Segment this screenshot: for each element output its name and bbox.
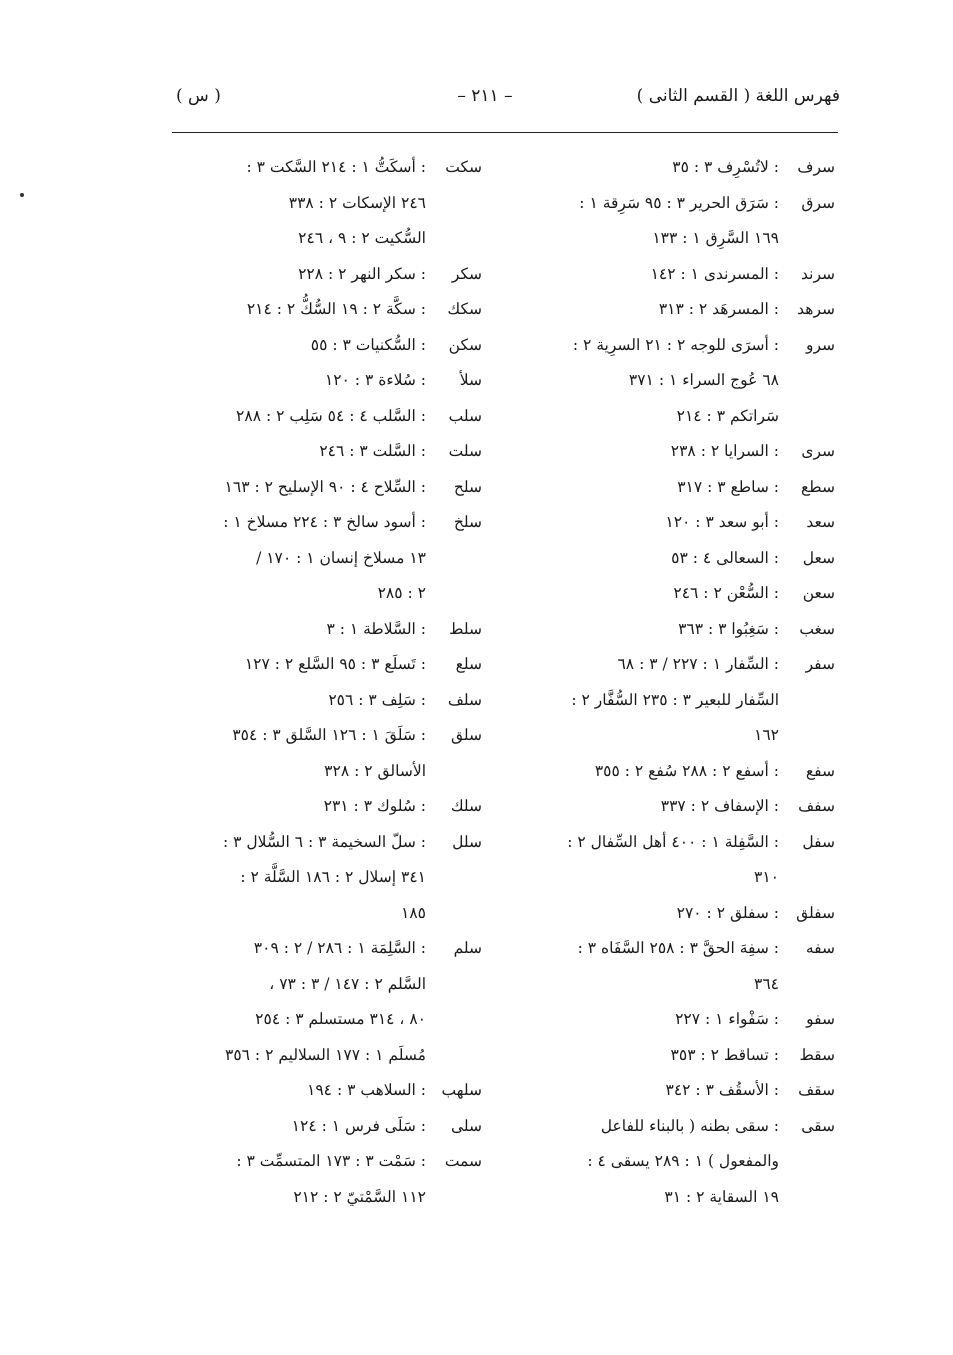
index-column-left: [182, 150, 482, 1215]
entry-text: مُسلَم ١ : ١٧٧ السلاليم ٢ : ٣٥٦: [225, 1045, 426, 1064]
entry-text: : السُّعْن ٢ : ٢٤٦: [673, 584, 779, 602]
entry-text: السُّكيت ٢ : ٩ ، ٢٤٦: [298, 229, 426, 247]
entry-text: ٢٤٦ الإسكات ٢ : ٣٣٨: [288, 193, 426, 212]
index-entry-continuation: [182, 1038, 482, 1074]
entry-root: سكت: [445, 158, 482, 176]
index-entry-continuation: [182, 860, 482, 896]
index-entry: [182, 1144, 482, 1180]
entry-text: ١٨٥: [401, 903, 426, 922]
entry-root: سلق: [450, 726, 482, 744]
index-entry-continuation: [182, 186, 482, 222]
index-entry: [535, 612, 835, 648]
index-entry: [182, 612, 482, 648]
entry-text: ١٩ السقاية ٢ : ٣١: [664, 1187, 779, 1206]
entry-root: سفه: [805, 939, 835, 957]
index-entry: [535, 825, 835, 861]
entry-text: ٦٨ عُوج السراء ١ : ٣٧١: [628, 371, 779, 389]
entry-text: : الأسقُف ٣ : ٣٤٢: [665, 1081, 779, 1099]
index-entry: [182, 328, 482, 364]
header-rule: [172, 132, 838, 133]
index-entry: [535, 505, 835, 541]
entry-text: : أسرَى للوجه ٢ : ٢١ السرِية ٢ :: [572, 335, 779, 354]
entry-root: سمت: [444, 1152, 482, 1170]
index-entry-continuation: [182, 541, 482, 577]
entry-text: : سفلق ٢ : ٢٧٠: [676, 903, 779, 922]
entry-text: السِّفار للبعير ٣ : ٢٣٥ السُّفَّار ٢ :: [571, 690, 779, 709]
index-entry-continuation: [182, 221, 482, 257]
index-entry: [535, 931, 835, 967]
index-entry: [182, 1109, 482, 1145]
entry-text: سَراتكم ٣ : ٢١٤: [676, 406, 779, 425]
index-entry: [182, 1073, 482, 1109]
entry-text: : السَّلاطة ١ : ٣: [326, 619, 426, 638]
entry-root: سلم: [453, 939, 482, 957]
entry-text: : سُلوك ٣ : ٢٣١: [323, 797, 426, 815]
entry-text: : المسرندى ١ : ١٤٢: [650, 264, 779, 283]
entry-root: سكك: [447, 300, 482, 318]
entry-root: سلط: [449, 619, 482, 638]
index-entry: [182, 399, 482, 435]
entry-text: : أسود سالخ ٣ : ٢٢٤ مسلاخ ١ :: [223, 513, 426, 531]
index-entry: [182, 363, 482, 399]
entry-text: : السِّلاح ٤ : ٩٠ الإسليح ٢ : ١٦٣: [224, 477, 426, 496]
entry-text: السَّلم ٢ : ١٤٧ / ٣ : ٧٣ ،: [269, 974, 426, 993]
index-entry: [535, 896, 835, 932]
entry-text: : تَسلَع ٣ : ٩٥ السَّلع ٢ : ١٢٧: [244, 655, 426, 673]
entry-root: سطع: [801, 477, 835, 496]
entry-text: : أسكَتُّ ١ : ٢١٤ السَّكت ٣ :: [246, 158, 426, 176]
entry-text: : السَّفِلة ١ : ٤٠٠ أهل السِّفال ٢ :: [567, 832, 779, 851]
index-entry: [182, 292, 482, 328]
entry-root: سرهد: [797, 300, 835, 318]
entry-text: ١٣ مسلاخ إنسان ١ : ١٧٠ /: [256, 548, 426, 567]
entry-root: سعد: [806, 513, 835, 531]
entry-root: سرند: [801, 264, 835, 283]
entry-text: : السَّلِمَة ١ : ٢٨٦ / ٢ : ٣٠٩: [253, 939, 426, 957]
entry-text: : لاتُسْرِف ٣ : ٣٥: [672, 158, 779, 176]
entry-text: : أبو سعد ٣ : ١٢٠: [665, 513, 779, 531]
index-entry: [535, 576, 835, 612]
index-entry: [535, 150, 835, 186]
entry-text: : السَّلت ٣ : ٢٤٦: [319, 442, 426, 460]
entry-root: سفل: [802, 832, 835, 851]
index-entry: [535, 1038, 835, 1074]
entry-text: والمفعول ) ١ : ٢٨٩ يسقى ٤ :: [587, 1152, 779, 1170]
index-entry-continuation: [535, 221, 835, 257]
entry-root: سلخ: [453, 513, 482, 531]
entry-root: سكن: [448, 335, 482, 354]
entry-root: سلل: [452, 832, 482, 851]
entry-text: ٨٠ ، ٣١٤ مستسلم ٣ : ٢٥٤: [255, 1010, 426, 1028]
index-entry: [182, 505, 482, 541]
index-entry: [182, 825, 482, 861]
index-entry: [535, 1109, 835, 1145]
index-entry: [182, 683, 482, 719]
index-entry-continuation: [182, 896, 482, 932]
entry-text: : سكر النهر ٢ : ٢٢٨: [298, 264, 426, 283]
index-entry-continuation: [535, 1180, 835, 1216]
entry-text: : تساقط ٢ : ٣٥٣: [670, 1045, 779, 1064]
index-entry: [535, 647, 835, 683]
entry-root: سفف: [798, 797, 835, 815]
index-entry: [182, 150, 482, 186]
margin-dot: [20, 193, 24, 197]
index-entry-continuation: [182, 576, 482, 612]
index-entry-continuation: [182, 967, 482, 1003]
index-entry: [535, 789, 835, 825]
entry-root: سعن: [802, 584, 835, 602]
entry-text: : الإسفاف ٢ : ٣٣٧: [660, 797, 779, 815]
index-entry: [535, 1002, 835, 1038]
index-entry-continuation: [535, 683, 835, 719]
index-entry-continuation: [535, 1144, 835, 1180]
index-entry: [535, 1073, 835, 1109]
entry-root: سلت: [448, 442, 482, 460]
index-entry-continuation: [535, 718, 835, 754]
page-number: – ٢١١ –: [457, 86, 513, 106]
index-entry: [535, 470, 835, 506]
header-title: فهرس اللغة ( القسم الثانى ): [636, 86, 840, 106]
entry-text: ٣٤١ إسلال ٢ : ١٨٦ السَّلَّة ٢ :: [240, 868, 426, 886]
index-entry: [182, 789, 482, 825]
entry-text: ١٦٢: [754, 726, 779, 744]
entry-root: سفو: [806, 1010, 835, 1028]
entry-text: : السعالى ٤ : ٥٣: [671, 548, 779, 567]
entry-root: سلى: [450, 1116, 482, 1135]
entry-text: : سُلاءة ٣ : ١٢٠: [324, 371, 426, 389]
entry-root: سرق: [801, 193, 835, 212]
index-entry: [182, 470, 482, 506]
entry-root: سرى: [801, 442, 835, 460]
entry-text: : سَلِف ٣ : ٢٥٦: [328, 690, 426, 709]
index-entry-continuation: [535, 860, 835, 896]
entry-root: سلهب: [441, 1081, 482, 1099]
entry-root: سرو: [805, 335, 835, 354]
entry-text: : سَفْواء ١ : ٢٢٧: [675, 1010, 779, 1028]
index-entry: [182, 718, 482, 754]
entry-root: سلب: [448, 406, 482, 425]
entry-root: سكر: [451, 264, 482, 283]
index-column-right: [535, 150, 835, 1215]
section-letter: ( س ): [176, 86, 221, 106]
index-entry-continuation: [182, 754, 482, 790]
entry-root: سفر: [805, 655, 835, 673]
entry-root: سلع: [455, 655, 482, 673]
index-entry-continuation: [535, 399, 835, 435]
index-entry-continuation: [182, 1180, 482, 1216]
entry-text: الأسالق ٢ : ٣٢٨: [324, 761, 426, 780]
entry-text: : ساطع ٣ : ٣١٧: [677, 477, 779, 496]
entry-text: : سَلَى فرس ١ : ١٢٤: [291, 1116, 426, 1135]
entry-text: : المسرهَد ٢ : ٣١٣: [658, 300, 779, 318]
entry-text: : السَّلب ٤ : ٥٤ سَلِب ٢ : ٢٨٨: [236, 406, 426, 425]
index-entry: [535, 754, 835, 790]
entry-text: : السُّكنيات ٣ : ٥٥: [310, 335, 426, 354]
index-entry-continuation: [535, 967, 835, 1003]
entry-text: : سقى بطنه ( بالبناء للفاعل: [600, 1116, 779, 1135]
entry-root: سقف: [798, 1081, 835, 1099]
entry-root: سرف: [797, 158, 835, 176]
index-entry: [182, 931, 482, 967]
entry-text: : سلّ السخيمة ٣ : ٦ السُّلال ٣ :: [223, 832, 426, 851]
index-entry-continuation: [535, 363, 835, 399]
entry-text: : سَلَقَ ١ : ١٢٦ السَّلق ٣ : ٣٥٤: [232, 726, 426, 744]
entry-root: سقط: [799, 1045, 835, 1064]
index-entry: [535, 257, 835, 293]
entry-text: ٢ : ٢٨٥: [377, 584, 426, 602]
entry-text: ١١٢ السَّمْتيّ ٢ : ٢١٢: [293, 1187, 426, 1206]
entry-text: : السِّفار ١ : ٢٢٧ / ٣ : ٦٨: [617, 655, 779, 673]
index-entry: [182, 434, 482, 470]
index-entry: [535, 541, 835, 577]
entry-text: : سَمْت ٣ : ١٧٣ المتسمِّت ٣ :: [236, 1152, 426, 1170]
entry-root: سفلق: [796, 903, 835, 922]
entry-text: ٣٦٤: [754, 974, 779, 993]
entry-root: سفع: [805, 761, 835, 780]
entry-text: : سكَّة ٢ : ١٩ السُّكُّ ٢ : ٢١٤: [246, 300, 426, 318]
index-entry: [535, 186, 835, 222]
entry-root: سغب: [799, 619, 835, 638]
entry-text: ١٦٩ السَّرِق ١ : ١٣٣: [652, 229, 779, 247]
index-entry: [182, 647, 482, 683]
entry-root: سعل: [802, 548, 835, 567]
entry-root: سلح: [453, 477, 482, 496]
entry-text: : السرايا ٢ : ٢٣٨: [670, 442, 779, 460]
entry-root: سلأ: [459, 371, 482, 389]
entry-root: سقى: [801, 1116, 835, 1135]
entry-text: : سَغِبُوا ٣ : ٣٦٣: [678, 619, 779, 638]
index-entry-continuation: [182, 1002, 482, 1038]
entry-root: سلف: [447, 690, 482, 709]
entry-text: : سفِهَ الحقَّ ٣ : ٢٥٨ السَّفَاه ٣ :: [577, 939, 779, 957]
index-entry: [535, 328, 835, 364]
page-header: [170, 84, 840, 114]
entry-text: : أسفع ٢ : ٢٨٨ سُفع ٢ : ٣٥٥: [594, 761, 779, 780]
index-entry: [182, 257, 482, 293]
entry-text: : السلاهب ٣ : ١٩٤: [307, 1081, 426, 1099]
entry-root: سلك: [450, 797, 482, 815]
entry-text: : سَرَق الحرير ٣ : ٩٥ سَرِقة ١ :: [579, 193, 779, 212]
index-entry: [535, 292, 835, 328]
index-entry: [535, 434, 835, 470]
entry-text: ٣١٠: [754, 868, 779, 886]
